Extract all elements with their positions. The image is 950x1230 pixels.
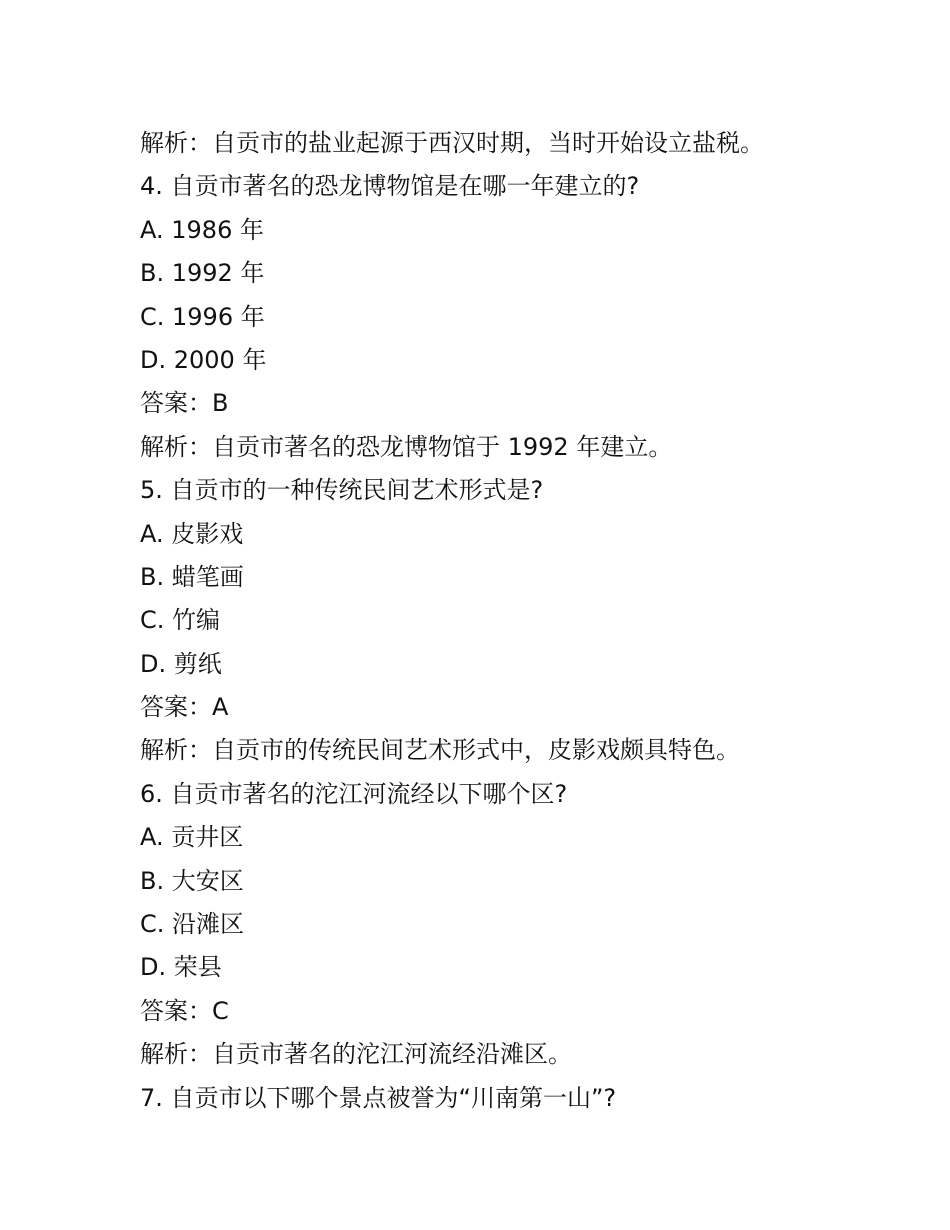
q4-answer: 答案：B <box>140 389 229 418</box>
q4-option-d: D. 2000 年 <box>140 345 267 374</box>
question-6: 6. 自贡市著名的沱江河流经以下哪个区? <box>140 779 568 808</box>
q5-option-a: A. 皮影戏 <box>140 519 244 548</box>
q6-option-b: B. 大安区 <box>140 866 244 895</box>
q4-option-a: A. 1986 年 <box>140 215 264 244</box>
question-5: 5. 自贡市的一种传统民间艺术形式是? <box>140 476 544 505</box>
q5-option-b: B. 蜡笔画 <box>140 562 244 591</box>
q4-option-b: B. 1992 年 <box>140 259 265 288</box>
q6-explanation: 解析：自贡市著名的沱江河流经沿滩区。 <box>140 1040 572 1069</box>
q6-answer: 答案：C <box>140 996 229 1025</box>
q4-explanation: 解析：自贡市著名的恐龙博物馆于 1992 年建立。 <box>140 432 673 461</box>
q5-option-c: C. 竹编 <box>140 606 221 635</box>
q6-option-a: A. 贡井区 <box>140 823 244 852</box>
q6-option-c: C. 沿滩区 <box>140 910 245 939</box>
q5-answer: 答案：A <box>140 693 229 722</box>
quiz-text-body <box>140 122 860 1120</box>
question-4: 4. 自贡市著名的恐龙博物馆是在哪一年建立的? <box>140 172 640 201</box>
q6-option-d: D. 荣县 <box>140 953 222 982</box>
q4-option-c: C. 1996 年 <box>140 302 265 331</box>
q5-explanation: 解析：自贡市的传统民间艺术形式中，皮影戏颇具特色。 <box>140 736 740 765</box>
question-7: 7. 自贡市以下哪个景点被誉为“川南第一山”? <box>140 1083 617 1112</box>
q5-option-d: D. 剪纸 <box>140 649 222 678</box>
explanation-q3: 解析：自贡市的盐业起源于西汉时期，当时开始设立盐税。 <box>140 129 764 157</box>
